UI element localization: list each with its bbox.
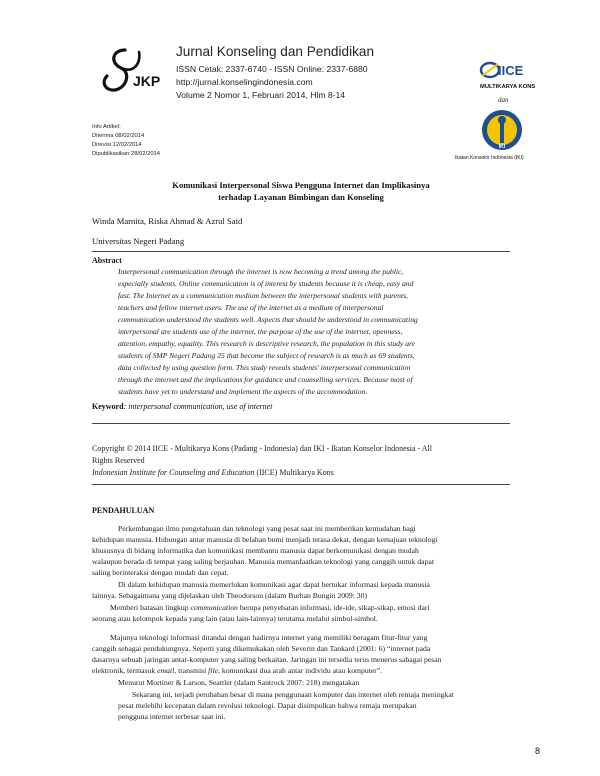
- copyright-line-3: [92, 468, 334, 477]
- authors: Winda Marnita, Riska Ahmad & Azrul Said: [92, 216, 243, 226]
- date-published: Dipublikasikan 28/02/2014: [92, 151, 161, 157]
- quote-emphasis: communication: [190, 603, 238, 612]
- body-line: kehidupan manusia. Hubungan antar manusia di belahan bumi menjadi terasa dekat, dengan kemajuan teknologi: [92, 535, 438, 544]
- section-heading: PENDAHULUAN: [92, 506, 155, 515]
- abstract-line: interpersonal are students use of the internet, the purpose of the use of the internet, openness,: [118, 327, 403, 336]
- iice-caption: MULTIKARYA KONS: [480, 84, 536, 90]
- abstract-line: attention, empathy, equality. This research is descriptive research, the population in this study are: [118, 339, 416, 348]
- body-line: Majunya teknologi informasi ditandai dengan hadirnya internet yang memiliki beragam fitur-fitur yang: [110, 633, 428, 642]
- jkp-logo-text: JKP: [133, 73, 161, 89]
- body-emphasis: file,: [208, 666, 220, 675]
- body-line: canggih sebagai pendukungnya. Seperti yang dikemukakan oleh Severin dan Tankard (2001: 6) “internet pada: [92, 644, 431, 653]
- abstract-top-rule: [92, 251, 510, 252]
- jkp-logo: [95, 44, 169, 104]
- article-title-line-1: Komunikasi Interpersonal Siswa Pengguna Internet dan Implikasinya: [172, 180, 430, 190]
- issn-line: ISSN Cetak: 2337-6740 - ISSN Online: 2337-6880: [176, 64, 368, 74]
- keywords-value: : interpersonal communication, use of internet: [123, 402, 273, 411]
- copyright-line-2: Rights Reserved: [92, 456, 145, 465]
- iice-logo: [478, 58, 534, 82]
- quote-line: [110, 603, 430, 612]
- body-line: Perkembangan ilmu pengetahuan dan teknologi yang pesat saat ini memberikan kemudahan bagi: [118, 524, 416, 533]
- abstract-line: students have yet to understand and implement the aspects of the accommodation.: [118, 387, 368, 396]
- body-line: walaupun berada di tempat yang saling berjauhan. Manusia memanfaatkan teknologi yang canggih untuk dapat: [92, 557, 434, 566]
- body-line: Di dalam kehidupan manusia memerlukan komunikasi agar dapat bertukar informasi kepada manusia: [118, 580, 430, 589]
- copyright-bottom-rule: [92, 484, 510, 485]
- abstract-heading: Abstract: [92, 256, 122, 265]
- keywords-bottom-rule: [92, 423, 510, 424]
- abstract-line: students of SMP Negeri Padang 25 that become the subject of research is as much as 69 students,: [118, 351, 415, 360]
- abstract-line: fast. The Internet as a communication medium between the interpersonal students with parents,: [118, 291, 408, 300]
- body-line: dasarnya sebuah jaringan antar-komputer yang saling berkaitan. Jaringan ini tersedia terus menerus sabagai pesan: [92, 655, 442, 664]
- body-line: saling berinteraksi dengan mudah dan cepat.: [92, 568, 229, 577]
- body-line: [92, 666, 382, 675]
- volume-line: Volume 2 Nomor 1, Februari 2014, Hlm 8-14: [176, 90, 346, 100]
- body-text: transmisi: [176, 666, 209, 675]
- iice-logo-text: IICE: [498, 63, 524, 78]
- quote-text: berupa penyebaran informasi, ide-ide, sikap-sikap, emosi dari: [237, 603, 430, 612]
- body-line: lainnya. Sebagaimana yang dijelaskan oleh Theodorson (dalam Burhan Bungin 2009: 30): [92, 591, 368, 600]
- quote-line: pesat melebihi kecepatan dalam revolusi teknologi. Dapat disimpulkan bahwa remaja merupakan: [118, 701, 417, 710]
- keywords-label: Keyword: [92, 402, 124, 411]
- body-line: khususnya di bidang informatika dan komunikasi membantu manusia dapat berkomunikasi dengan mudah: [92, 546, 419, 555]
- affiliation: Universitas Negeri Padang: [92, 236, 185, 246]
- page-number: 8: [535, 746, 541, 756]
- abstract-line: Interpersonal communication through the internet is now becoming a trend among the public,: [118, 267, 404, 276]
- article-info-heading: Info Artikel:: [92, 124, 121, 130]
- copyright-line-1: Copyright © 2014 IICE - Multikarya Kons (Padang - Indonesia) dan IKI - Ikatan Konselor Indonesia - All: [92, 444, 433, 453]
- date-received: Diterima 08/02/2014: [92, 133, 145, 139]
- abstract-line: especially students. Online communication is of interest by students because it is cheap, easy and: [118, 279, 414, 288]
- body-text: elektronik, termasuk: [92, 666, 158, 675]
- keywords: [92, 402, 272, 411]
- logo-connector-text: dan: [498, 96, 509, 104]
- iki-caption: Ikatan Konselor Indonesia (IKI): [455, 155, 524, 161]
- quote-text: Memberi batasan lingkup: [110, 603, 191, 612]
- abstract-line: through the internet and the implications for guidance and counselling services. Because most of: [118, 375, 413, 384]
- institute-suffix: (IICE) Multikarya Kons: [254, 468, 334, 477]
- body-text: komunikasi dua arah antar individu atau komputer”.: [219, 666, 383, 675]
- quote-line: pengguna internet terbesar saat ini.: [118, 712, 226, 721]
- date-revised: Direvisi 12/02/2014: [92, 142, 142, 148]
- abstract-line: teachers and fellow internet users. The use of the internet as a medium of interpersonal: [118, 303, 384, 312]
- quote-line: seorang atau kelompok kepada yang lain (atau lain-lainnya) terutama melalui simbol-simbol.: [92, 614, 378, 623]
- abstract-line: communication understood the students well. Aspects that should be understood in communicating: [118, 315, 418, 324]
- institute-name: Indonesian Institute for Counseling and Education: [92, 468, 255, 477]
- body-line: Menurut Mortiner & Larson, Seattler (dalam Santrock 2007: 218) mengatakan: [118, 678, 360, 687]
- article-title-line-2: terhadap Layanan Bimbingan dan Konseling: [218, 192, 384, 202]
- iki-logo-text: IKI: [498, 144, 506, 150]
- body-emphasis: email,: [157, 666, 177, 675]
- journal-title: Jurnal Konseling dan Pendidikan: [176, 44, 375, 59]
- journal-url[interactable]: http://jurnal.konselingindonesia.com: [176, 77, 313, 87]
- abstract-line: data collected by using question form. This study reveals students' interpersonal communication: [118, 363, 411, 372]
- iki-logo: [480, 108, 524, 152]
- quote-line: Sekarang ini, terjadi perubahan besar di mana penggunaan komputer dan internet oleh remaja meningkat: [132, 690, 454, 699]
